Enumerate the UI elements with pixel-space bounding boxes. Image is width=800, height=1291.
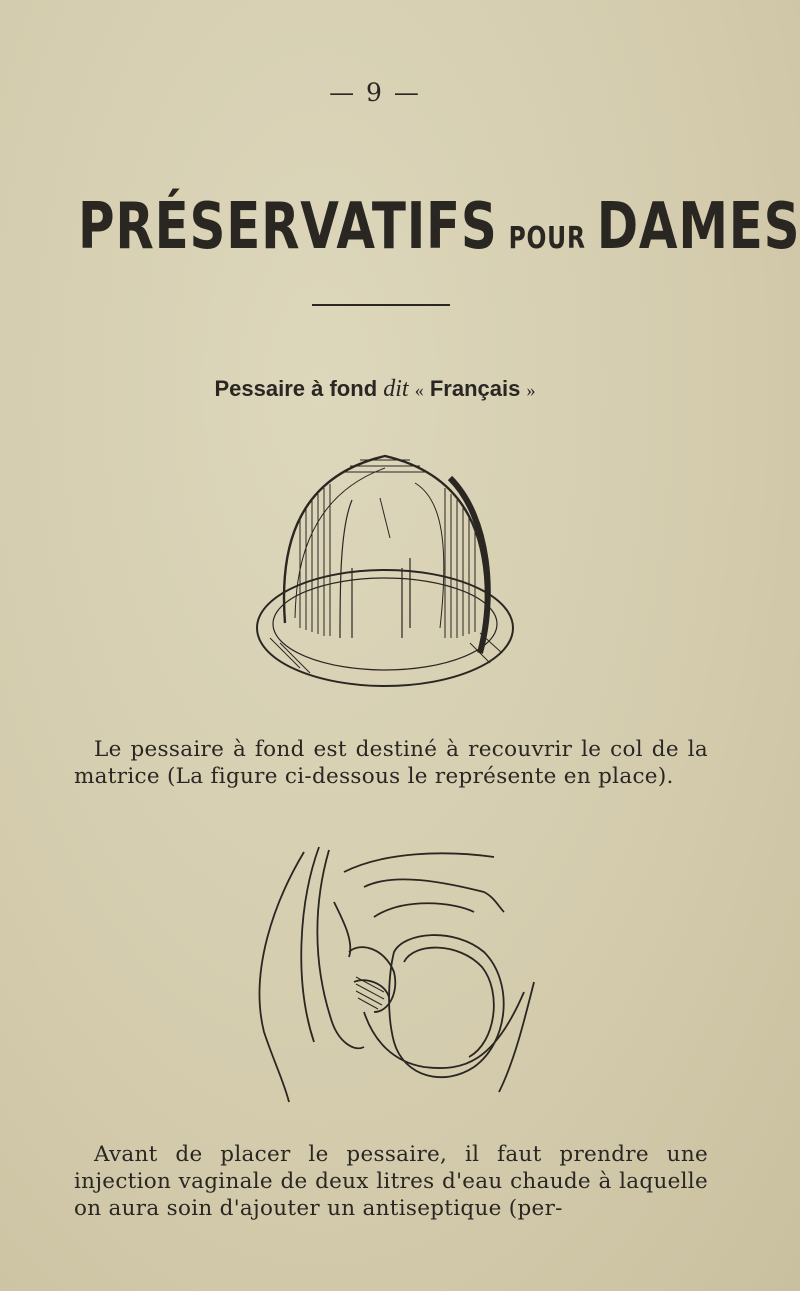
pessary-illustration	[240, 438, 530, 698]
page-title	[78, 190, 800, 264]
title-word-dames: DAMES	[596, 190, 800, 264]
title-word-preservatifs: PRÉSERVATIFS	[78, 190, 498, 264]
subtitle-close-quote: »	[526, 380, 536, 400]
subtitle-text-1: Pessaire à fond	[214, 376, 378, 401]
paragraph-1	[74, 736, 708, 790]
paragraph-2	[74, 1141, 708, 1222]
subtitle-open-quote: «	[414, 380, 424, 400]
subtitle-italic: dit	[383, 376, 409, 402]
paragraph-2-text: Avant de placer le pessaire, il faut prendre une injection vaginale de deux litres d'eau chaude à laquelle on aura soin d'ajouter un antiseptique (per-	[74, 1142, 708, 1221]
page-number: — 9 —	[329, 78, 421, 107]
title-divider	[312, 304, 450, 306]
title-word-pour: POUR	[508, 221, 586, 256]
anatomical-cross-section	[244, 842, 544, 1112]
subtitle-text-2: Français	[429, 376, 521, 401]
paragraph-1-text: Le pessaire à fond est destiné à recouvrir le col de la matrice (La figure ci-dessous le représente en place).	[74, 737, 708, 789]
section-subtitle	[0, 376, 750, 403]
